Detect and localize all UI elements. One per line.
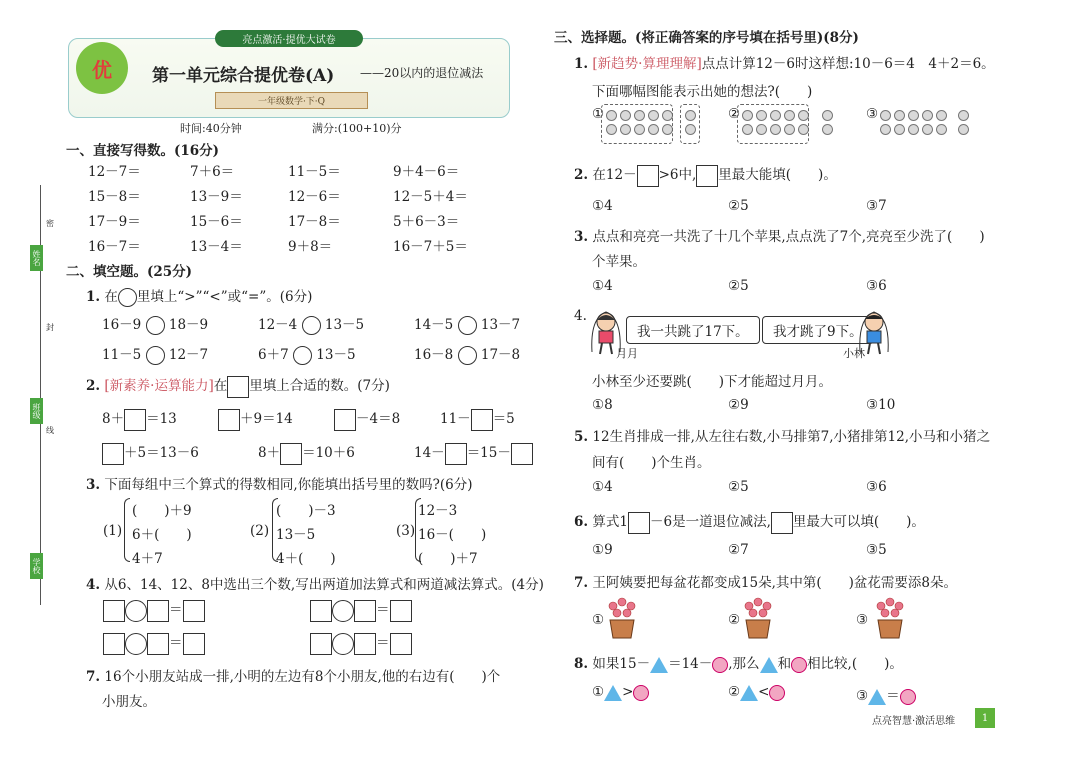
question-number: 1.	[86, 289, 101, 305]
fill-item	[414, 441, 533, 465]
brace	[124, 498, 130, 562]
counter-dot	[936, 124, 947, 135]
counter-dot	[936, 110, 947, 121]
compare-item	[414, 313, 520, 335]
answer-box[interactable]	[354, 600, 376, 622]
calc-item: 16－7＝	[88, 239, 141, 255]
calc-item: 12－6＝	[288, 189, 341, 205]
circle-icon	[769, 685, 785, 701]
calc-item: 16－7＋5＝	[393, 239, 468, 255]
prompt-text: 从6、14、12、8中选出三个数,写出两道加法算式和两道减法算式。(4分)	[104, 577, 544, 593]
dot-group	[958, 110, 970, 135]
counter-dot	[908, 124, 919, 135]
s3-q7-prompt	[574, 571, 957, 591]
compare-item	[102, 343, 208, 365]
option-label[interactable]: ①4	[592, 278, 613, 294]
option-label[interactable]: ③	[866, 106, 879, 122]
option-number: ③	[856, 688, 869, 704]
answer-box[interactable]	[390, 600, 412, 622]
school-label: 学校	[30, 553, 43, 579]
answer-box[interactable]	[310, 633, 332, 655]
group-label: (1)	[103, 523, 123, 539]
section3-heading: 三、选择题。(将正确答案的序号填在括号里)(8分)	[554, 30, 859, 46]
equation-slot	[310, 598, 412, 622]
character-name: 月月	[616, 347, 638, 360]
option-label[interactable]: ②	[728, 612, 741, 628]
expr: 12－4	[258, 317, 298, 333]
compare-item	[414, 343, 520, 365]
answer-box[interactable]	[227, 376, 249, 398]
option-label[interactable]: ②9	[728, 397, 749, 413]
prompt-text: 相比较,( )。	[807, 656, 903, 672]
s3-q1-prompt	[574, 52, 995, 72]
calc-item: 17－8＝	[288, 214, 341, 230]
expr: 14－	[414, 445, 445, 461]
equation-slot	[310, 631, 412, 655]
page-number: 1	[975, 708, 995, 728]
triangle-icon	[604, 685, 622, 701]
question-number: 2.	[574, 167, 589, 183]
option-label[interactable]: ②7	[728, 542, 749, 558]
question-number: 4.	[86, 577, 101, 593]
prompt-text: 点点计算12－6时这样想:10－6＝4 4＋2＝6。	[701, 56, 995, 72]
compare-circle[interactable]	[458, 346, 477, 365]
prompt-text: 下面每组中三个算式的得数相同,你能填出括号里的数吗?(6分)	[104, 477, 473, 493]
calc-item: 12－5＋4＝	[393, 189, 468, 205]
option-label[interactable]: ③5	[866, 542, 887, 558]
expr: ＋5＝13－6	[124, 445, 199, 461]
prompt-text: 王阿姨要把每盆花都变成15朵,其中第( )盆花需要添8朵。	[592, 575, 957, 591]
answer-box[interactable]	[471, 409, 493, 431]
prompt-text: 下面哪幅图能表示出她的想法?( )	[592, 84, 813, 100]
series-strip: 亮点激活·提优大试卷	[215, 30, 363, 47]
option-label[interactable]	[728, 684, 785, 701]
fill-item	[440, 407, 515, 431]
prompt-text: 个苹果。	[592, 254, 646, 270]
answer-box[interactable]	[310, 600, 332, 622]
calc-item: 9＋8＝	[288, 239, 333, 255]
counter-dot	[958, 110, 969, 121]
full-score: 满分:(100+10)分	[312, 122, 402, 135]
fill-item	[102, 441, 199, 465]
calc-item: 15－6＝	[190, 214, 243, 230]
answer-box[interactable]	[511, 443, 533, 465]
compare-circle[interactable]	[458, 316, 477, 335]
option-label[interactable]: ③7	[866, 198, 887, 214]
expr: 11－5	[102, 347, 142, 363]
answer-box[interactable]	[696, 165, 718, 187]
expr: ( )＋9	[132, 503, 192, 519]
option-label[interactable]: ①4	[592, 479, 613, 495]
counter-dot	[822, 110, 833, 121]
prompt-text: ＝14－	[668, 656, 713, 672]
answer-box[interactable]	[390, 633, 412, 655]
answer-circle[interactable]	[118, 288, 137, 307]
expr: ＝13	[146, 411, 177, 427]
operator: <	[758, 684, 770, 700]
prompt-text: 在	[213, 378, 228, 394]
question-number: 8.	[574, 656, 589, 672]
question-number: 3.	[574, 229, 589, 245]
seal-mark-1: 密	[46, 219, 54, 228]
page-subtitle: ——20以内的退位减法	[360, 66, 484, 80]
prompt-text: －6是一道退位减法,	[649, 514, 771, 530]
answer-box[interactable]	[103, 600, 125, 622]
answer-box[interactable]	[124, 409, 146, 431]
fill-item	[102, 407, 177, 431]
equals: ＝	[376, 602, 390, 618]
answer-box[interactable]	[628, 512, 650, 534]
page-title: 第一单元综合提优卷(A)	[152, 66, 335, 86]
s2-q2-prompt	[86, 374, 390, 398]
answer-box[interactable]	[103, 633, 125, 655]
skill-tag: [新趋势·算理理解]	[592, 56, 702, 72]
dot-group	[822, 110, 834, 135]
name-label: 姓名	[30, 245, 43, 271]
equals: ＝	[169, 635, 183, 651]
equation-slot	[103, 631, 205, 655]
s3-q3-prompt	[574, 225, 985, 245]
expr: 13－5	[324, 317, 365, 333]
expr: 13－5	[276, 527, 316, 543]
prompt-text: 里最大可以填( )。	[792, 514, 925, 530]
question-number: 2.	[86, 378, 101, 394]
option-label[interactable]: ②5	[728, 479, 749, 495]
prompt-text: 点点和亮亮一共洗了十几个苹果,点点洗了7个,亮亮至少洗了( )	[592, 229, 985, 245]
expr: 18－9	[168, 317, 209, 333]
s2-q7-prompt	[86, 665, 500, 685]
prompt-text: 里填上合适的数。(7分)	[249, 378, 390, 394]
expr: ＝15－	[466, 445, 511, 461]
prompt-text: 在	[104, 289, 118, 305]
dashed-frame	[737, 104, 809, 144]
s2-q4-prompt	[86, 573, 544, 593]
flower-pot-icon	[872, 596, 908, 640]
option-number: ②	[728, 684, 741, 700]
equals: ＝	[376, 635, 390, 651]
compare-circle[interactable]	[146, 346, 165, 365]
triangle-icon	[740, 685, 758, 701]
counter-dot	[880, 124, 891, 135]
expr: 11－	[440, 411, 471, 427]
prompt-text: 在12－	[592, 167, 637, 183]
answer-box[interactable]	[334, 409, 356, 431]
answer-box[interactable]	[183, 600, 205, 622]
answer-box[interactable]	[445, 443, 467, 465]
section2-heading: 二、填空题。(25分)	[66, 264, 193, 280]
s3-q6-prompt	[574, 510, 925, 534]
compare-circle[interactable]	[146, 316, 165, 335]
seal-mark-3: 线	[46, 426, 54, 435]
excellent-badge: 优	[76, 42, 128, 94]
fill-item	[218, 407, 293, 431]
circle-icon	[900, 689, 916, 705]
operator: ＝	[886, 688, 900, 704]
counter-dot	[922, 124, 933, 135]
expr: 6＋( )	[132, 527, 192, 543]
question-number: 7.	[574, 575, 589, 591]
option-label[interactable]	[856, 684, 916, 705]
expr: 16－( )	[418, 527, 487, 543]
group-label: (3)	[396, 523, 416, 539]
compare-item	[102, 313, 208, 335]
dashed-frame	[601, 104, 673, 144]
section1-heading: 一、直接写得数。(16分)	[66, 143, 220, 159]
prompt-text: 间有( )个生肖。	[592, 455, 711, 471]
compare-item	[258, 343, 356, 365]
prompt-text: 16个小朋友站成一排,小明的左边有8个小朋友,他的右边有( )个	[104, 669, 501, 685]
seal-mark-2: 封	[46, 323, 54, 332]
option-label[interactable]: ②5	[728, 198, 749, 214]
option-label[interactable]: ③6	[866, 479, 887, 495]
fill-item	[334, 407, 400, 431]
calc-item: 15－8＝	[88, 189, 141, 205]
equation-slot	[103, 598, 205, 622]
prompt-text: 如果15－	[592, 656, 651, 672]
prompt-text: 12生肖排成一排,从左往右数,小马排第7,小猪排第12,小马和小猪之	[592, 429, 991, 445]
calc-item: 11－5＝	[288, 164, 341, 180]
s3-q2-prompt	[574, 163, 837, 187]
expr: 14－5	[414, 317, 454, 333]
compare-item	[258, 313, 364, 335]
answer-box[interactable]	[354, 633, 376, 655]
calc-item: 9＋4－6＝	[393, 164, 460, 180]
time-limit: 时间:40分钟	[180, 122, 242, 135]
option-label[interactable]: ②5	[728, 278, 749, 294]
expr: 6＋7	[258, 347, 289, 363]
prompt-text: 小林至少还要跳( )下才能超过月月。	[592, 374, 833, 390]
option-label[interactable]: ①	[592, 106, 605, 122]
expr: ＝10＋6	[302, 445, 355, 461]
option-label[interactable]: ①4	[592, 198, 613, 214]
answer-box[interactable]	[147, 633, 169, 655]
circle-icon	[633, 685, 649, 701]
s3-q8-prompt	[574, 652, 903, 673]
counter-dot	[894, 110, 905, 121]
circle-icon	[791, 657, 807, 673]
calc-item: 12－7＝	[88, 164, 141, 180]
dot-group	[880, 110, 948, 135]
group-label: (2)	[250, 523, 270, 539]
speech-bubble: 我才跳了9下。	[762, 316, 874, 344]
option-label[interactable]: ③6	[866, 278, 887, 294]
expr: 8＋	[258, 445, 281, 461]
counter-dot	[922, 110, 933, 121]
character-name: 小林	[843, 347, 865, 360]
speech-bubble: 我一共跳了17下。	[626, 316, 760, 344]
circle-icon	[712, 657, 728, 673]
option-label[interactable]: ①9	[592, 542, 613, 558]
equals: ＝	[169, 602, 183, 618]
expr: ＝5	[492, 411, 515, 427]
option-number: ①	[592, 684, 605, 700]
answer-box[interactable]	[183, 633, 205, 655]
option-label[interactable]	[592, 684, 649, 701]
expr: ( )－3	[276, 503, 336, 519]
prompt-text: ,那么	[728, 656, 760, 672]
calc-item: 13－9＝	[190, 189, 243, 205]
calc-item: 7＋6＝	[190, 164, 235, 180]
triangle-icon	[760, 657, 778, 673]
operator: >	[622, 684, 634, 700]
question-number: 5.	[574, 429, 589, 445]
compare-circle[interactable]	[293, 346, 312, 365]
option-label[interactable]: ③	[856, 612, 869, 628]
s2-q1-prompt	[86, 285, 312, 307]
expr: ＋9＝14	[240, 411, 293, 427]
calc-item: 5＋6－3＝	[393, 214, 460, 230]
fill-item	[258, 441, 355, 465]
calc-item: 17－9＝	[88, 214, 141, 230]
expr: 4＋( )	[276, 551, 336, 567]
s3-q5-prompt	[574, 425, 990, 445]
expr: 8＋	[102, 411, 125, 427]
question-number: 6.	[574, 514, 589, 530]
counter-dot	[822, 124, 833, 135]
prompt-text: 里填上“>”“<”或“=”。(6分)	[136, 289, 313, 305]
option-label[interactable]: ③10	[866, 397, 896, 413]
expr: 12－7	[168, 347, 209, 363]
prompt-text: 小朋友。	[102, 694, 156, 710]
option-label[interactable]: ①8	[592, 397, 613, 413]
expr: 16－8	[414, 347, 454, 363]
flower-pot-icon	[604, 596, 640, 640]
prompt-text: >6中,	[658, 167, 697, 183]
operator-circle[interactable]	[125, 600, 147, 622]
compare-circle[interactable]	[302, 316, 321, 335]
answer-box[interactable]	[218, 409, 240, 431]
class-label: 班级	[30, 398, 43, 424]
answer-box[interactable]	[280, 443, 302, 465]
expr: 4＋7	[132, 551, 163, 567]
question-number: 1.	[574, 56, 589, 72]
question-number: 7.	[86, 669, 101, 685]
question-number: 3.	[86, 477, 101, 493]
counter-dot	[894, 124, 905, 135]
calc-item: 13－4＝	[190, 239, 243, 255]
operator-circle[interactable]	[125, 633, 147, 655]
expr: －4＝8	[356, 411, 401, 427]
prompt-text: 里最大能填( )。	[718, 167, 837, 183]
expr: 17－8	[480, 347, 521, 363]
answer-box[interactable]	[147, 600, 169, 622]
answer-box[interactable]	[771, 512, 793, 534]
prompt-text: 算式1	[592, 514, 628, 530]
option-label[interactable]: ①	[592, 612, 605, 628]
operator-circle[interactable]	[332, 600, 354, 622]
expr: 12－3	[418, 503, 458, 519]
triangle-icon	[868, 689, 886, 705]
expr: 13－7	[480, 317, 521, 333]
footer-brand: 点亮智慧·激活思维	[872, 716, 956, 727]
counter-dot	[908, 110, 919, 121]
prompt-text: 和	[777, 656, 792, 672]
answer-box[interactable]	[102, 443, 124, 465]
counter-dot	[880, 110, 891, 121]
option-label[interactable]: ②	[728, 106, 741, 122]
operator-circle[interactable]	[332, 633, 354, 655]
s2-q3-prompt	[86, 473, 473, 493]
counter-dot	[958, 124, 969, 135]
expr: 16－9	[102, 317, 142, 333]
question-number: 4.	[574, 308, 587, 324]
triangle-icon	[650, 657, 668, 673]
expr: ( )＋7	[418, 551, 478, 567]
skill-tag: [新素养·运算能力]	[104, 378, 214, 394]
flower-pot-icon	[740, 596, 776, 640]
expr: 13－5	[316, 347, 356, 363]
grade-ribbon: 一年级数学·下·Q	[215, 92, 368, 109]
dashed-frame	[680, 104, 700, 144]
answer-box[interactable]	[637, 165, 659, 187]
